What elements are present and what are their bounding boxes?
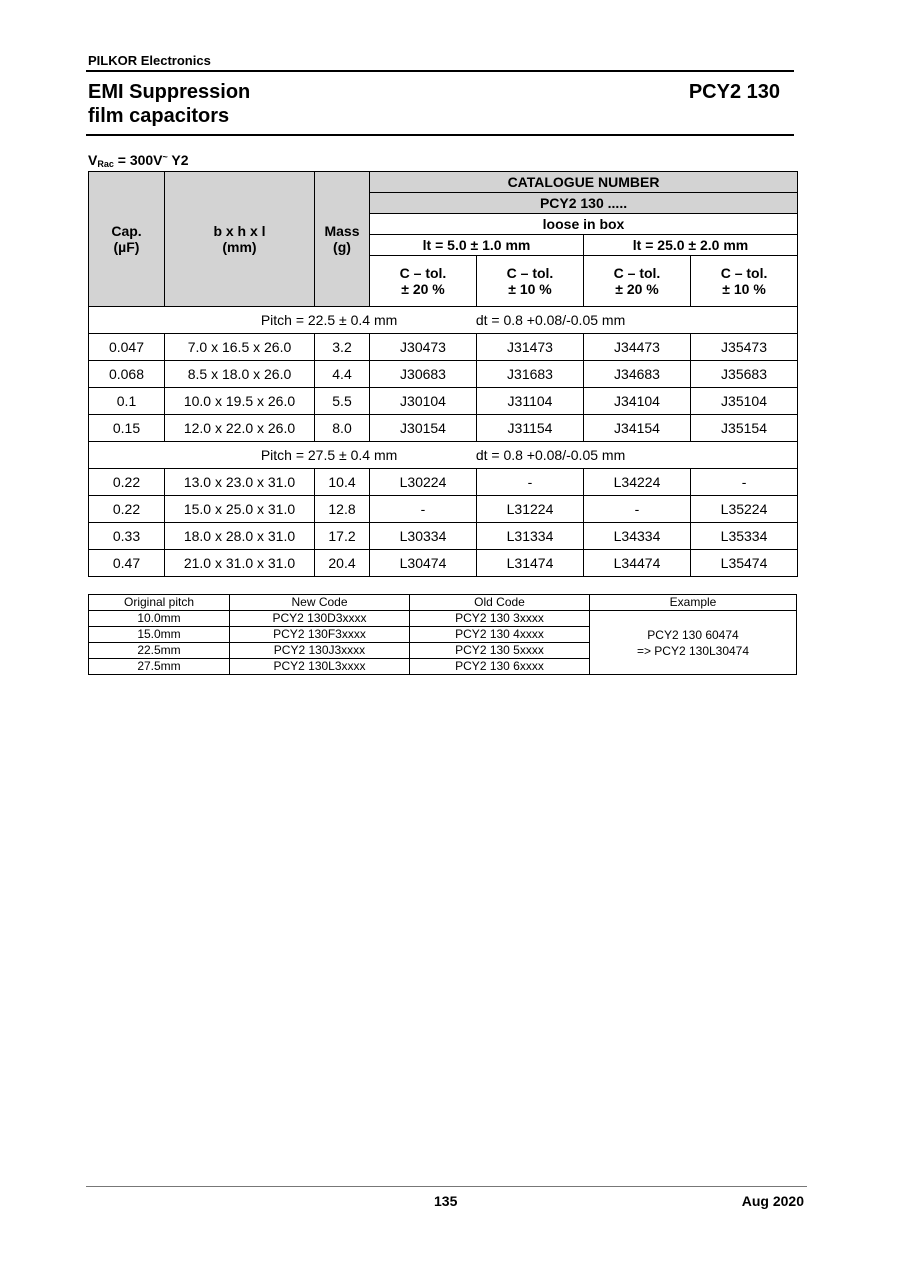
- code-row: [89, 611, 797, 627]
- cell-cat-a: L30224: [370, 469, 477, 496]
- rating-sub: Rac: [97, 159, 114, 169]
- header-catalogue-number: CATALOGUE NUMBER: [370, 172, 798, 193]
- title-rule: [86, 134, 794, 136]
- header-tol-20-a: C – tol. ± 20 %: [370, 256, 477, 307]
- cell-cat-b: J31683: [477, 361, 584, 388]
- code-old: PCY2 130 4xxxx: [410, 627, 590, 643]
- pitch-value: Pitch = 22.5 ± 0.4 mm: [260, 312, 398, 328]
- code-header-pitch: Original pitch: [89, 595, 230, 611]
- code-new: PCY2 130L3xxxx: [230, 659, 410, 675]
- header-rule: [86, 70, 794, 72]
- code-conversion-table: [88, 594, 797, 675]
- cell-cat-a: J30473: [370, 334, 477, 361]
- cell-mass: 17.2: [315, 523, 370, 550]
- table-row: [89, 415, 798, 442]
- table-row: [89, 523, 798, 550]
- code-header-old: Old Code: [410, 595, 590, 611]
- rating-prefix: V: [88, 152, 98, 168]
- cell-cat-d: J35154: [691, 415, 798, 442]
- cell-cap: 0.22: [89, 496, 165, 523]
- rating-sup: ~: [162, 152, 168, 162]
- code-new: PCY2 130D3xxxx: [230, 611, 410, 627]
- header-packaging: loose in box: [370, 214, 798, 235]
- cell-cat-a: J30683: [370, 361, 477, 388]
- part-number: PCY2 130: [688, 81, 780, 103]
- cell-mass: 8.0: [315, 415, 370, 442]
- cell-cat-a: J30154: [370, 415, 477, 442]
- company-name: PILKOR Electronics: [88, 53, 211, 68]
- cell-mass: 10.4: [315, 469, 370, 496]
- code-example: [590, 611, 797, 675]
- cell-cat-b: J31104: [477, 388, 584, 415]
- cell-cat-c: J34154: [584, 415, 691, 442]
- cell-cat-d: L35474: [691, 550, 798, 577]
- cell-cat-b: L31334: [477, 523, 584, 550]
- dt-value: dt = 0.8 +0.08/-0.05 mm: [475, 447, 626, 463]
- cell-dimensions: 13.0 x 23.0 x 31.0: [165, 469, 315, 496]
- code-header-example: Example: [590, 595, 797, 611]
- cell-mass: 12.8: [315, 496, 370, 523]
- header-mass: Mass (g): [315, 172, 370, 307]
- cell-mass: 20.4: [315, 550, 370, 577]
- document-date: Aug 2020: [741, 1193, 804, 1209]
- code-header-new: New Code: [230, 595, 410, 611]
- header-dimensions: b x h x l (mm): [165, 172, 315, 307]
- cell-cat-a: L30474: [370, 550, 477, 577]
- cell-cap: 0.068: [89, 361, 165, 388]
- cell-dimensions: 7.0 x 16.5 x 26.0: [165, 334, 315, 361]
- table-row: [89, 469, 798, 496]
- cell-mass: 5.5: [315, 388, 370, 415]
- cell-cat-a: J30104: [370, 388, 477, 415]
- cell-cap: 0.33: [89, 523, 165, 550]
- header-tol-20-b: C – tol. ± 20 %: [584, 256, 691, 307]
- cell-cat-c: L34224: [584, 469, 691, 496]
- header-lead-length-1: lt = 5.0 ± 1.0 mm: [370, 235, 584, 256]
- rating-suffix: Y2: [167, 152, 189, 168]
- cell-dimensions: 10.0 x 19.5 x 26.0: [165, 388, 315, 415]
- cell-cat-b: J31473: [477, 334, 584, 361]
- cell-mass: 3.2: [315, 334, 370, 361]
- footer-rule: [86, 1186, 807, 1187]
- header-cap: Cap. (µF): [89, 172, 165, 307]
- cell-cat-c: J34473: [584, 334, 691, 361]
- cell-cat-d: L35224: [691, 496, 798, 523]
- cell-cat-b: J31154: [477, 415, 584, 442]
- title-line-2: film capacitors: [88, 105, 230, 127]
- code-old: PCY2 130 5xxxx: [410, 643, 590, 659]
- pitch-value: Pitch = 27.5 ± 0.4 mm: [260, 447, 398, 463]
- pitch-cell: [89, 307, 798, 334]
- cell-mass: 4.4: [315, 361, 370, 388]
- example-new: => PCY2 130L30474: [636, 643, 750, 658]
- cell-cat-c: -: [584, 496, 691, 523]
- pitch-row: [89, 307, 798, 334]
- cell-cap: 0.047: [89, 334, 165, 361]
- header-tol-10-a: C – tol. ± 10 %: [477, 256, 584, 307]
- code-new: PCY2 130J3xxxx: [230, 643, 410, 659]
- cell-cat-b: -: [477, 469, 584, 496]
- table-row: [89, 388, 798, 415]
- cell-cat-a: L30334: [370, 523, 477, 550]
- pitch-cell: [89, 442, 798, 469]
- code-pitch: 10.0mm: [89, 611, 230, 627]
- dt-value: dt = 0.8 +0.08/-0.05 mm: [475, 312, 626, 328]
- cell-cat-c: J34104: [584, 388, 691, 415]
- cell-cat-c: J34683: [584, 361, 691, 388]
- table-row: [89, 361, 798, 388]
- cell-cat-d: L35334: [691, 523, 798, 550]
- code-pitch: 27.5mm: [89, 659, 230, 675]
- cell-cat-d: -: [691, 469, 798, 496]
- cell-dimensions: 12.0 x 22.0 x 26.0: [165, 415, 315, 442]
- code-new: PCY2 130F3xxxx: [230, 627, 410, 643]
- cell-cat-c: L34474: [584, 550, 691, 577]
- header-tol-10-b: C – tol. ± 10 %: [691, 256, 798, 307]
- document-title: [88, 80, 250, 128]
- code-pitch: 15.0mm: [89, 627, 230, 643]
- catalogue-table: [88, 171, 798, 577]
- cell-cat-d: J35473: [691, 334, 798, 361]
- cell-cap: 0.22: [89, 469, 165, 496]
- cell-cat-a: -: [370, 496, 477, 523]
- code-pitch: 22.5mm: [89, 643, 230, 659]
- code-old: PCY2 130 3xxxx: [410, 611, 590, 627]
- header-lead-length-2: lt = 25.0 ± 2.0 mm: [584, 235, 798, 256]
- cell-cat-b: L31474: [477, 550, 584, 577]
- cell-dimensions: 15.0 x 25.0 x 31.0: [165, 496, 315, 523]
- example-old: PCY2 130 60474: [647, 627, 739, 642]
- cell-cat-d: J35683: [691, 361, 798, 388]
- cell-cat-b: L31224: [477, 496, 584, 523]
- title-line-1: EMI Suppression: [88, 81, 251, 103]
- cell-dimensions: 18.0 x 28.0 x 31.0: [165, 523, 315, 550]
- header-series: PCY2 130 .....: [370, 193, 798, 214]
- cell-cap: 0.15: [89, 415, 165, 442]
- page-number: 135: [434, 1193, 458, 1209]
- cell-dimensions: 8.5 x 18.0 x 26.0: [165, 361, 315, 388]
- table-row: [89, 334, 798, 361]
- cell-cat-d: J35104: [691, 388, 798, 415]
- cell-dimensions: 21.0 x 31.0 x 31.0: [165, 550, 315, 577]
- table-row: [89, 496, 798, 523]
- code-old: PCY2 130 6xxxx: [410, 659, 590, 675]
- pitch-row: [89, 442, 798, 469]
- cell-cap: 0.47: [89, 550, 165, 577]
- table-row: [89, 550, 798, 577]
- cell-cat-c: L34334: [584, 523, 691, 550]
- voltage-rating: [88, 152, 189, 169]
- cell-cap: 0.1: [89, 388, 165, 415]
- rating-value: = 300V: [113, 152, 163, 168]
